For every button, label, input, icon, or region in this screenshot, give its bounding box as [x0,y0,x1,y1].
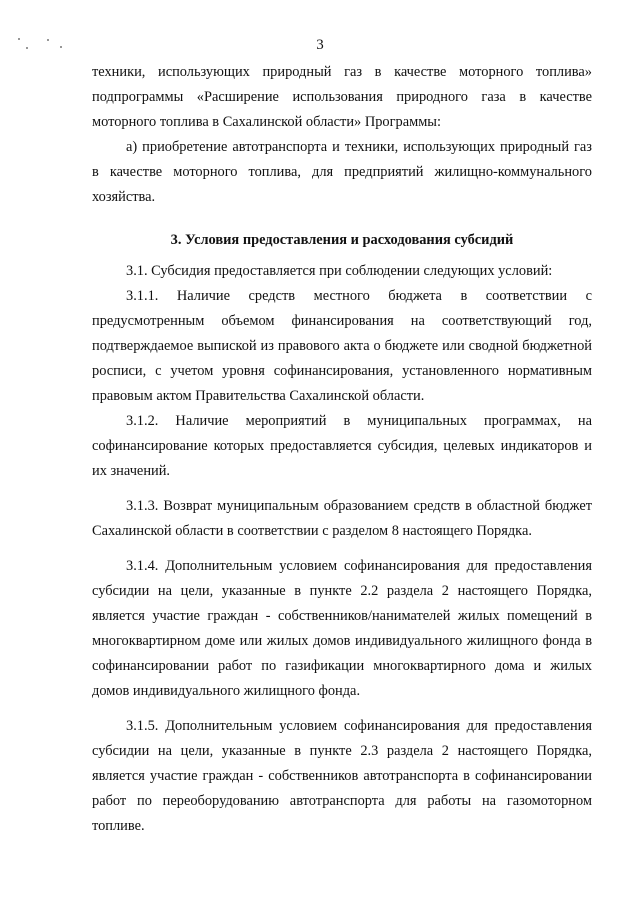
document-body [92,60,592,839]
paragraph-3-1-3: 3.1.3. Возврат муниципальным образованием средств в областной бюджет Сахалинской области в соответствии с разделом 8 настоящего Порядка. [92,498,592,539]
paragraph-3-1-5: 3.1.5. Дополнительным условием софинансирования для предоставления субсидии на цели, указанные в пункте 2.3 раздела 2 настоящего Порядка, является участие граждан - собственников автотранспорта в софинансировании работ по переоборудованию автотранспорта для работы на газомоторном топливе. [92,718,592,834]
paragraph-item-a: а) приобретение автотранспорта и техники, использующих природный газ в качестве моторного топлива, для предприятий жилищно-коммунального хозяйства. [92,139,592,205]
paragraph-continuation: техники, использующих природный газ в качестве моторного топлива» подпрограммы «Расширение использования природного газа в качестве моторного топлива в Сахалинской области» Программы: [92,64,592,130]
paragraph-3-1-2: 3.1.2. Наличие мероприятий в муниципальных программах, на софинансирование которых предоставляется субсидия, целевых индикаторов и их значений. [92,413,592,479]
paragraph-3-1-1: 3.1.1. Наличие средств местного бюджета в соответствии с предусмотренным объемом финансирования на соответствующий год, подтверждаемое выпиской из правового акта о бюджете или сводной бюджетной росписи, с учетом уровня софинансирования, установленного нормативным правовым актом Правительства Сахалинской области. [92,288,592,404]
section-heading: 3. Условия предоставления и расходования субсидий [170,232,514,248]
page-number: 3 [316,37,324,53]
paragraph-3-1-4: 3.1.4. Дополнительным условием софинансирования для предоставления субсидии на цели, указанные в пункте 2.2 раздела 2 настоящего Порядка, является участие граждан - собственников/нанимателей жилых помещений в многоквартирном доме или жилых домов индивидуального жилищного фонда в софинансировании работ по газификации многоквартирного дома и жилых домов индивидуального жилищного фонда. [92,558,592,699]
paragraph-3-1: 3.1. Субсидия предоставляется при соблюдении следующих условий: [126,263,553,279]
